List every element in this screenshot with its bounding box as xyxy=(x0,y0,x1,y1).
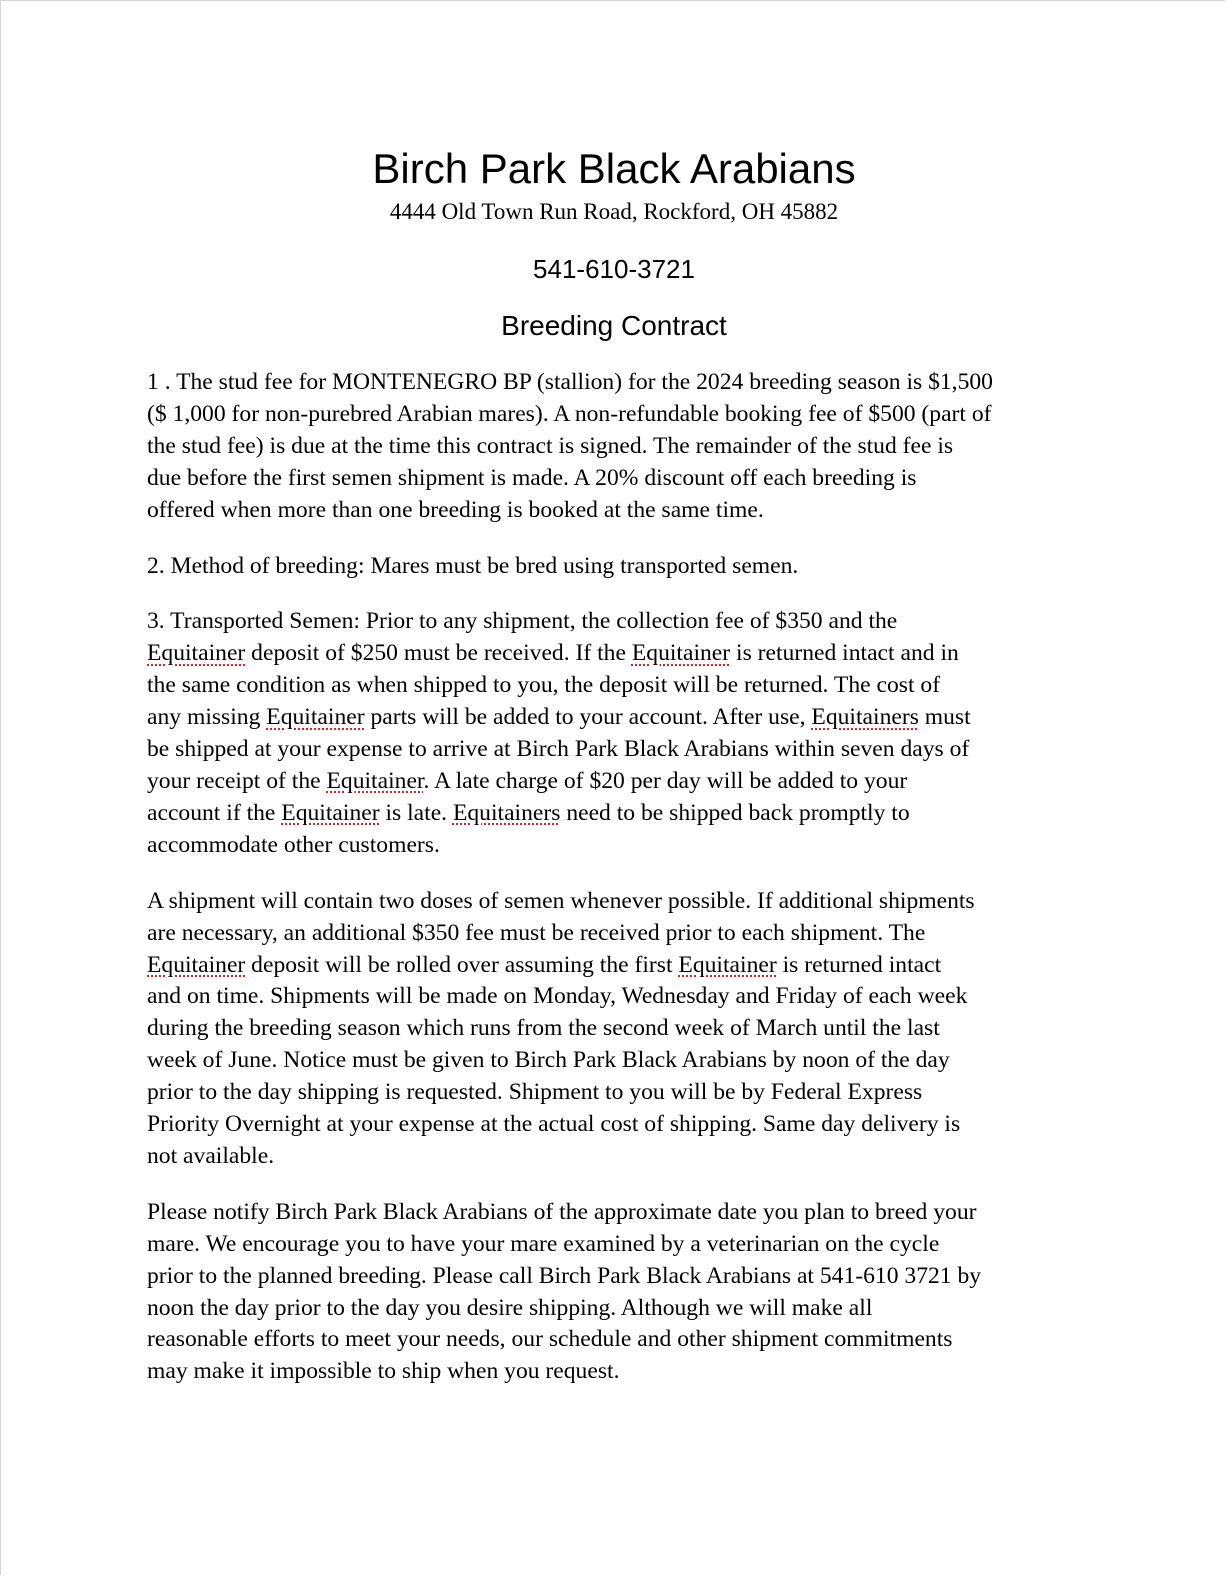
text-line: A shipment will contain two doses of semen whenever possible. If additional shipments xyxy=(147,887,975,914)
text-line: prior to the day shipping is requested. Shipment to you will be by Federal Express xyxy=(147,1079,923,1106)
text-line: offered when more than one breeding is booked at the same time. xyxy=(147,496,764,523)
spellcheck-flagged-word: Equitainer xyxy=(631,640,731,667)
text-line: are necessary, an additional $350 fee must be received prior to each shipment. The xyxy=(147,919,926,946)
text-line: during the breeding season which runs from the second week of March until the last xyxy=(147,1015,940,1042)
paragraph-stud-fee xyxy=(147,367,1087,527)
text-line: may make it impossible to ship when you request. xyxy=(147,1358,620,1385)
text-line: the same condition as when shipped to you, the deposit will be returned. The cost of xyxy=(147,672,941,699)
spellcheck-flagged-word: Equitainer xyxy=(281,799,380,826)
spellcheck-flagged-word: Equitainer xyxy=(326,767,424,794)
text-line: week of June. Notice must be given to Birch Park Black Arabians by noon of the day xyxy=(147,1047,950,1074)
paragraph-shipments xyxy=(147,886,1087,1173)
paragraph-notification xyxy=(147,1197,1087,1388)
paragraph-method xyxy=(147,551,1087,583)
text-line: and on time. Shipments will be made on Monday, Wednesday and Friday of each week xyxy=(147,983,968,1010)
text-line: reasonable efforts to meet your needs, our schedule and other shipment commitments xyxy=(147,1326,953,1353)
text-line: Equitainer deposit of $250 must be received. If the Equitainer is returned intact and in xyxy=(147,640,959,667)
text-line: accommodate other customers. xyxy=(147,831,440,858)
contract-body xyxy=(147,367,1087,1412)
text-line: ($ 1,000 for non-purebred Arabian mares). A non-refundable booking fee of $500 (part of xyxy=(147,400,992,427)
text-line: mare. We encourage you to have your mare examined by a veterinarian on the cycle xyxy=(147,1230,940,1257)
spellcheck-flagged-word: Equitainers xyxy=(811,704,919,731)
text-line: 1 . The stud fee for MONTENEGRO BP (stallion) for the 2024 breeding season is $1,500 xyxy=(147,369,993,395)
text-line: not available. xyxy=(147,1142,275,1169)
text-line: Please notify Birch Park Black Arabians of the approximate date you plan to breed your xyxy=(147,1198,977,1225)
spellcheck-flagged-word: Equitainer xyxy=(147,951,246,978)
text-line: account if the Equitainer is late. Equitainers need to be shipped back promptly to xyxy=(147,799,910,826)
spellcheck-flagged-word: Equitainer xyxy=(266,704,365,731)
text-line: your receipt of the Equitainer. A late charge of $20 per day will be added to your xyxy=(147,767,908,794)
spellcheck-flagged-word: Equitainer xyxy=(147,640,246,667)
text-line: prior to the planned breeding. Please call Birch Park Black Arabians at 541-610 3721 by xyxy=(147,1262,982,1289)
spellcheck-flagged-word: Equitainers xyxy=(452,799,561,826)
farm-name-heading: Birch Park Black Arabians xyxy=(372,145,856,192)
text-line: be shipped at your expense to arrive at Birch Park Black Arabians within seven days of xyxy=(147,736,970,763)
paragraph-transported-semen xyxy=(147,606,1087,861)
text-line: Priority Overnight at your expense at the actual cost of shipping. Same day delivery is xyxy=(147,1111,961,1138)
spellcheck-flagged-word: Equitainer xyxy=(678,951,777,978)
text-line: noon the day prior to the day you desire shipping. Although we will make all xyxy=(147,1294,873,1321)
text-line: 3. Transported Semen: Prior to any shipment, the collection fee of $350 and the xyxy=(147,608,898,635)
text-line: 2. Method of breeding: Mares must be bred using transported semen. xyxy=(147,552,799,579)
text-line: Equitainer deposit will be rolled over assuming the first Equitainer is returned intact xyxy=(147,951,942,978)
farm-phone: 541-610-3721 xyxy=(533,254,695,284)
text-line: the stud fee) is due at the time this contract is signed. The remainder of the stud fee is xyxy=(147,432,954,459)
text-line: any missing Equitainer parts will be added to your account. After use, Equitainers must xyxy=(147,704,971,731)
document-title: Breeding Contract xyxy=(501,310,727,341)
farm-address: 4444 Old Town Run Road, Rockford, OH 45882 xyxy=(389,199,839,224)
text-line: due before the first semen shipment is made. A 20% discount off each breeding is xyxy=(147,464,917,491)
